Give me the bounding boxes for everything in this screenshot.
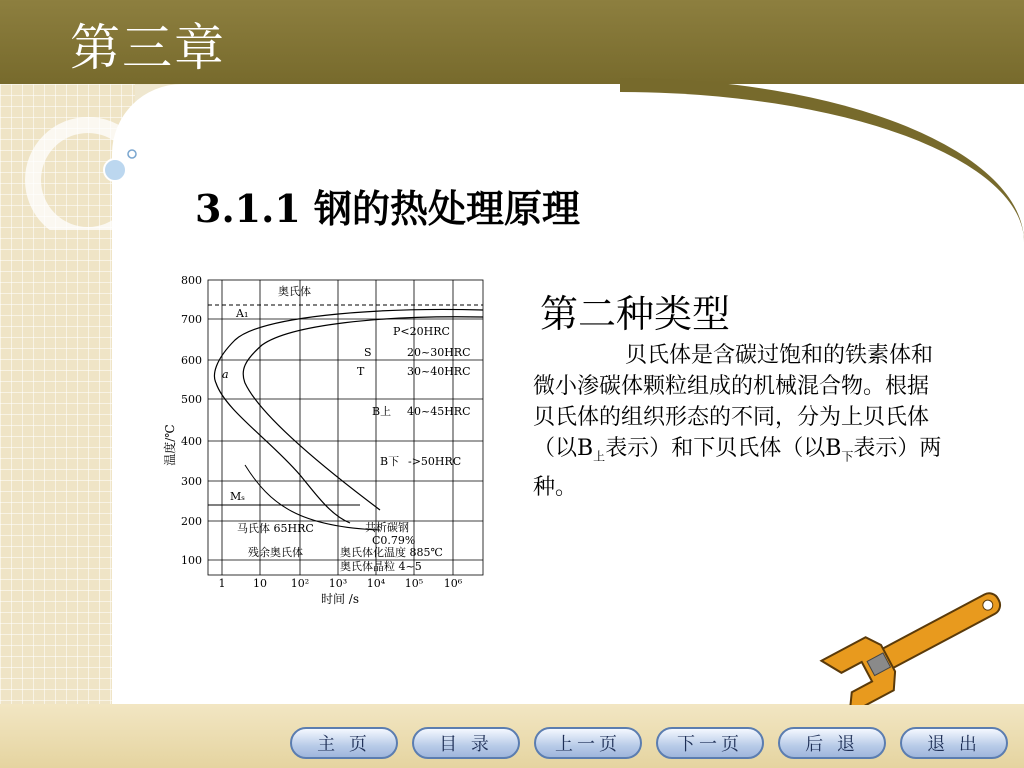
- label-b-down-hrc: ->50HRC: [408, 455, 462, 468]
- y-tick: 200: [181, 515, 202, 528]
- label-retained: 残余奥氏体: [248, 546, 303, 559]
- chapter-title: 第三章: [70, 19, 226, 77]
- y-tick: 400: [181, 435, 202, 448]
- prev-page-button[interactable]: 上一页: [534, 727, 642, 759]
- label-austenite: 奥氏体: [278, 285, 311, 298]
- label-b-down: B下: [380, 455, 400, 468]
- label-grain: 奥氏体晶粒 4~5: [340, 560, 422, 573]
- y-tick: 100: [181, 554, 202, 567]
- type-title: 第二种类型: [540, 292, 731, 336]
- label-martensite: 马氏体 65HRC: [237, 522, 314, 535]
- x-tick: 10⁵: [404, 577, 424, 590]
- label-t-hrc: 30~40HRC: [407, 365, 471, 378]
- x-tick: 10²: [290, 577, 310, 590]
- label-a1: A₁: [236, 307, 249, 320]
- y-tick: 300: [181, 475, 202, 488]
- y-axis-label: 温度/℃: [163, 424, 177, 466]
- y-tick: 700: [181, 313, 202, 326]
- wrench-icon: [815, 585, 1020, 705]
- sub-up: 上: [593, 449, 606, 464]
- home-button[interactable]: 主 页: [290, 727, 398, 759]
- x-tick: 10³: [328, 577, 348, 590]
- toc-button[interactable]: 目 录: [412, 727, 520, 759]
- sub-down: 下: [841, 449, 854, 464]
- desc-part-2: 表示）和下贝氏体（以B: [605, 436, 842, 461]
- label-c-content: C0.79%: [372, 534, 416, 547]
- cct-diagram: [150, 265, 500, 610]
- y-tick: 800: [181, 274, 202, 287]
- label-aus-temp: 奥氏体化温度 885℃: [340, 546, 443, 559]
- x-tick: 10⁶: [443, 577, 463, 590]
- x-tick: 10: [253, 577, 267, 590]
- label-s-hrc: 20~30HRC: [407, 346, 471, 359]
- description-text: [533, 340, 943, 503]
- label-a: a: [222, 368, 229, 381]
- label-p: P<20HRC: [393, 325, 450, 338]
- decorative-rings-icon: [18, 100, 148, 230]
- label-ms: Mₛ: [230, 490, 245, 503]
- label-eutectoid: 共析碳钢: [365, 521, 409, 534]
- label-t: T: [357, 365, 365, 378]
- back-button[interactable]: 后 退: [778, 727, 886, 759]
- exit-button[interactable]: 退 出: [900, 727, 1008, 759]
- label-b-up: B上: [372, 405, 392, 418]
- x-tick: 1: [218, 577, 226, 590]
- label-s: S: [364, 346, 372, 359]
- desc-part-3: 表示）两种。: [533, 436, 942, 501]
- desc-part-1: 贝氏体是含碳过饱和的铁素体和微小渗碳体颗粒组成的机械混合物。根据贝氏体的组织形态的不同，分为上贝氏体（以B: [533, 343, 934, 461]
- navigation-bar: [290, 727, 1008, 759]
- section-title: 3.1.1 钢的热处理原理: [195, 186, 581, 231]
- x-tick: 10⁴: [366, 577, 386, 590]
- y-tick: 600: [181, 354, 202, 367]
- next-page-button[interactable]: 下一页: [656, 727, 764, 759]
- label-b-up-hrc: 40~45HRC: [407, 405, 471, 418]
- y-tick: 500: [181, 393, 202, 406]
- title-bar: [0, 0, 1024, 84]
- x-axis-label: 时间 /s: [320, 592, 360, 606]
